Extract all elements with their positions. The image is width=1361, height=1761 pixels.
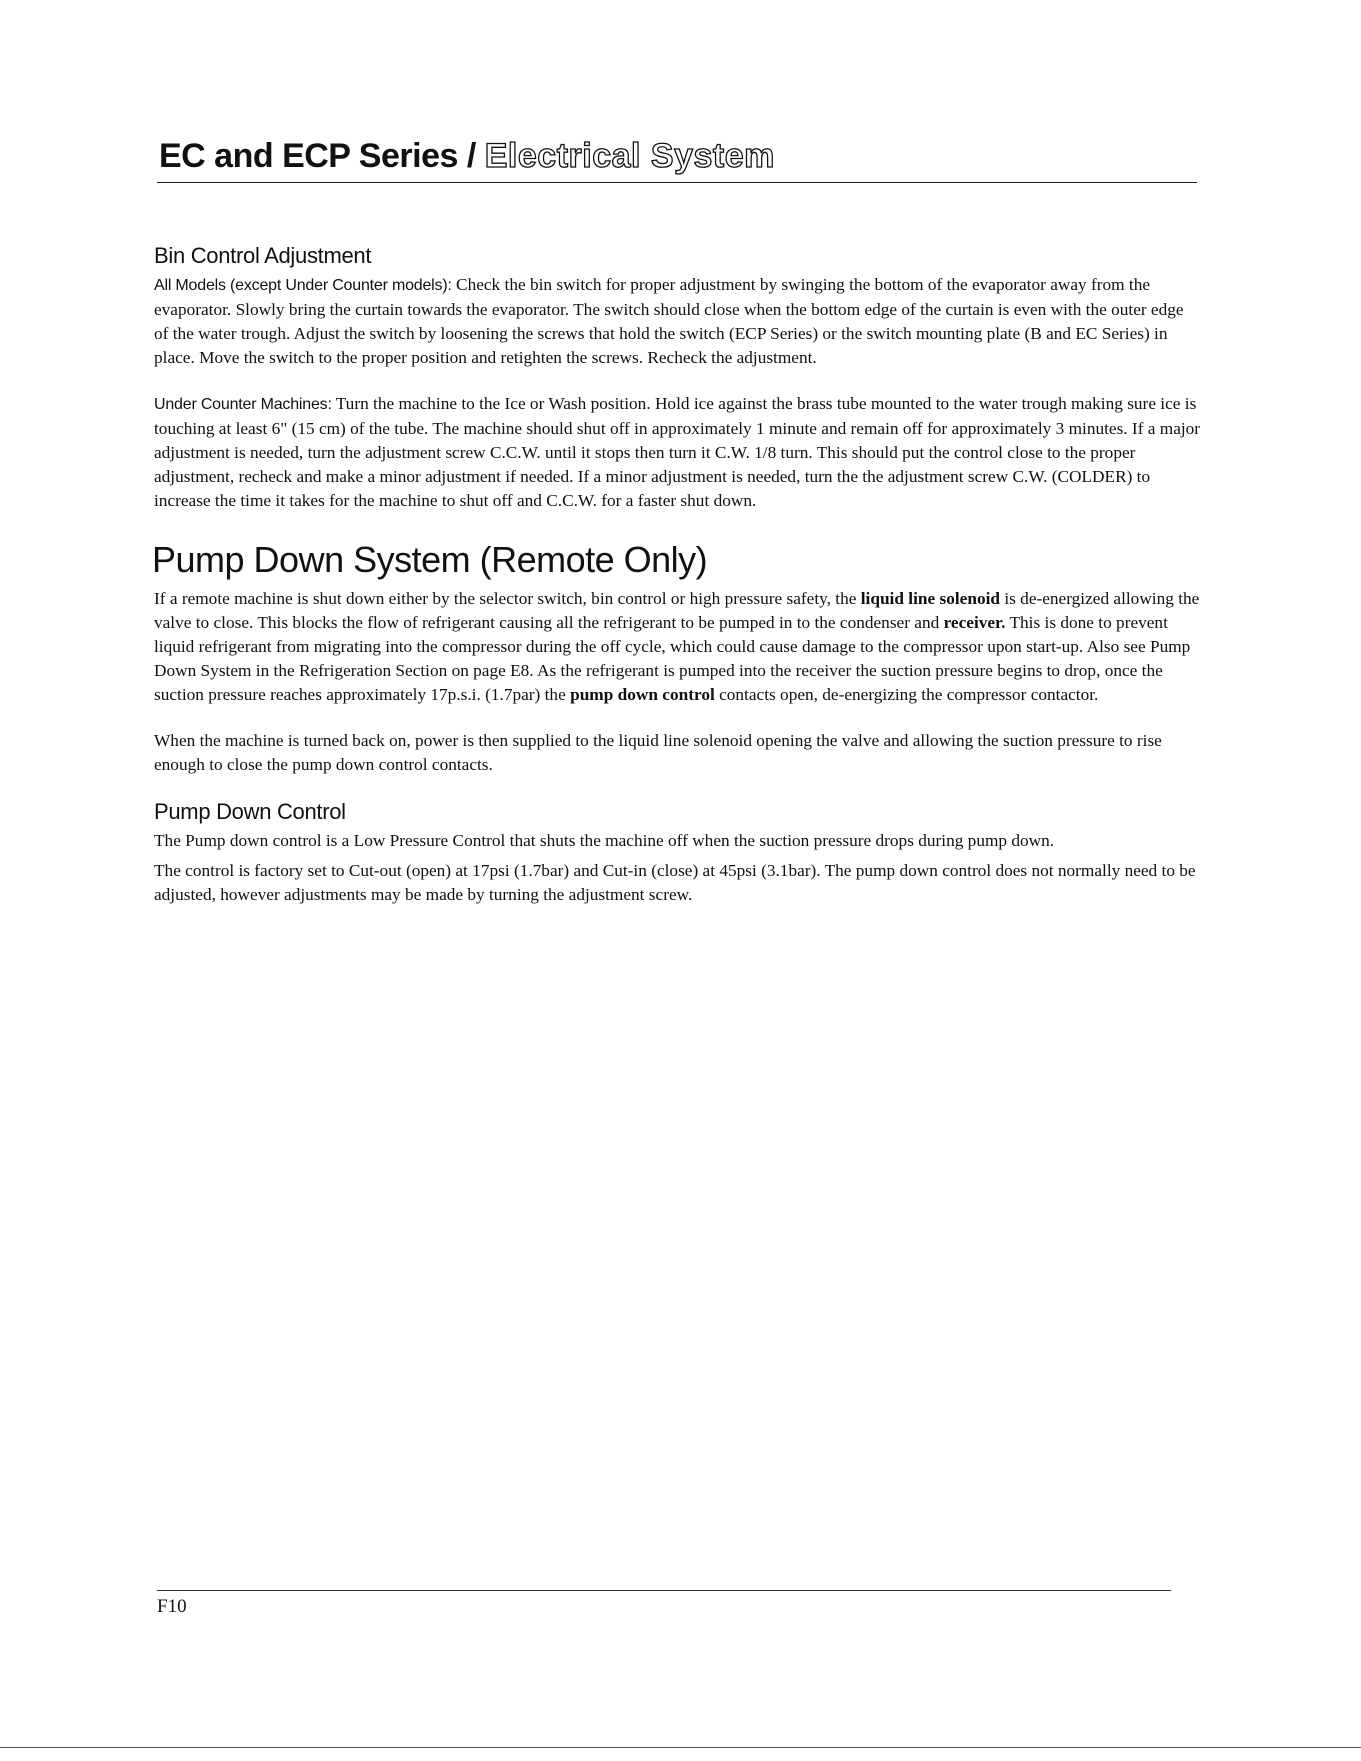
- bottom-divider: [0, 1747, 1361, 1748]
- pump-down-control-term: pump down control: [570, 685, 715, 704]
- page-number: F10: [157, 1596, 187, 1617]
- pump-down-system-paragraph-2: When the machine is turned back on, power is then supplied to the liquid line solenoid opening the valve and allowing the suction pressure to rise enough to close the pump down control contacts.: [154, 731, 1162, 774]
- header-section: Electrical System: [484, 137, 775, 175]
- pds-text-d: This is done to prevent liquid refrigerant from migrating into the compressor during the off cycle, which could cause damage to the compressor upon start-up. Also see Pump Down System in the Refrigeration Section on page E8. As the refrigerant is pumped into the receiver the suction pressure begins to drop, once the suction pressure reaches approximately 17p.s.i. (1.7par) the: [154, 613, 1191, 704]
- header-series: EC and ECP Series /: [159, 137, 476, 175]
- footer-rule: [157, 1590, 1171, 1591]
- page-content: [154, 243, 1202, 929]
- liquid-line-solenoid-term: liquid line solenoid: [860, 589, 1000, 608]
- pump-down-control-paragraph-1: The Pump down control is a Low Pressure Control that shuts the machine off when the suction pressure drops during pump down.: [154, 831, 1055, 850]
- pds-text-e: contacts open, de-energizing the compressor contactor.: [719, 685, 1099, 704]
- page-header: [157, 126, 1197, 183]
- receiver-term: receiver.: [943, 613, 1006, 632]
- pds-text-a: If a remote machine is shut down either by the selector switch, bin control or high pressure safety, the: [154, 589, 857, 608]
- pump-down-control-heading: Pump Down Control: [154, 799, 346, 824]
- all-models-text: Check the bin switch for proper adjustment by swinging the bottom of the evaporator away from the evaporator. Slowly bring the curtain towards the evaporator. The switch should close when the bottom edge of the curtain is even with the outer edge of the water trough. Adjust the switch by loosening the screws that hold the switch (ECP Series) or the switch mounting plate (B and EC Series) in place. Move the switch to the proper position and retighten the screws. Recheck the adjustment.: [154, 275, 1184, 367]
- under-counter-text: Turn the machine to the Ice or Wash position. Hold ice against the brass tube mounted to the water trough making sure ice is touching at least 6" (15 cm) of the tube. The machine should shut off in approximately 1 minute and remain off for approximately 3 minutes. If a major adjustment is needed, turn the adjustment screw C.C.W. until it stops then turn it C.W. 1/8 turn. This should put the control close to the proper adjustment, recheck and make a minor adjustment if needed. If a minor adjustment is needed, turn the the adjustment screw C.W. (COLDER) to increase the time it takes for the machine to shut off and C.C.W. for a faster shut down.: [154, 394, 1201, 510]
- bin-control-heading: Bin Control Adjustment: [154, 243, 372, 268]
- under-counter-lead: Under Counter Machines:: [154, 396, 332, 413]
- pump-down-system-heading: Pump Down System (Remote Only): [152, 539, 708, 580]
- pump-down-system-paragraph-1: [154, 587, 1202, 707]
- bin-control-all-models-paragraph: [154, 273, 1202, 370]
- bin-control-under-counter-paragraph: [154, 392, 1202, 513]
- pds-text-c: is de-energized allowing the valve to close. This blocks the flow of refrigerant causing all the refrigerant to be pumped in to the condenser and: [154, 589, 1200, 632]
- all-models-lead: All Models (except Under Counter models):: [154, 277, 452, 294]
- header-title: [159, 137, 775, 176]
- pump-down-control-paragraph-2: The control is factory set to Cut-out (open) at 17psi (1.7bar) and Cut-in (close) at 45psi (3.1bar). The pump down control does not normally need to be adjusted, however adjustments may be made by turning the adjustment screw.: [154, 861, 1196, 904]
